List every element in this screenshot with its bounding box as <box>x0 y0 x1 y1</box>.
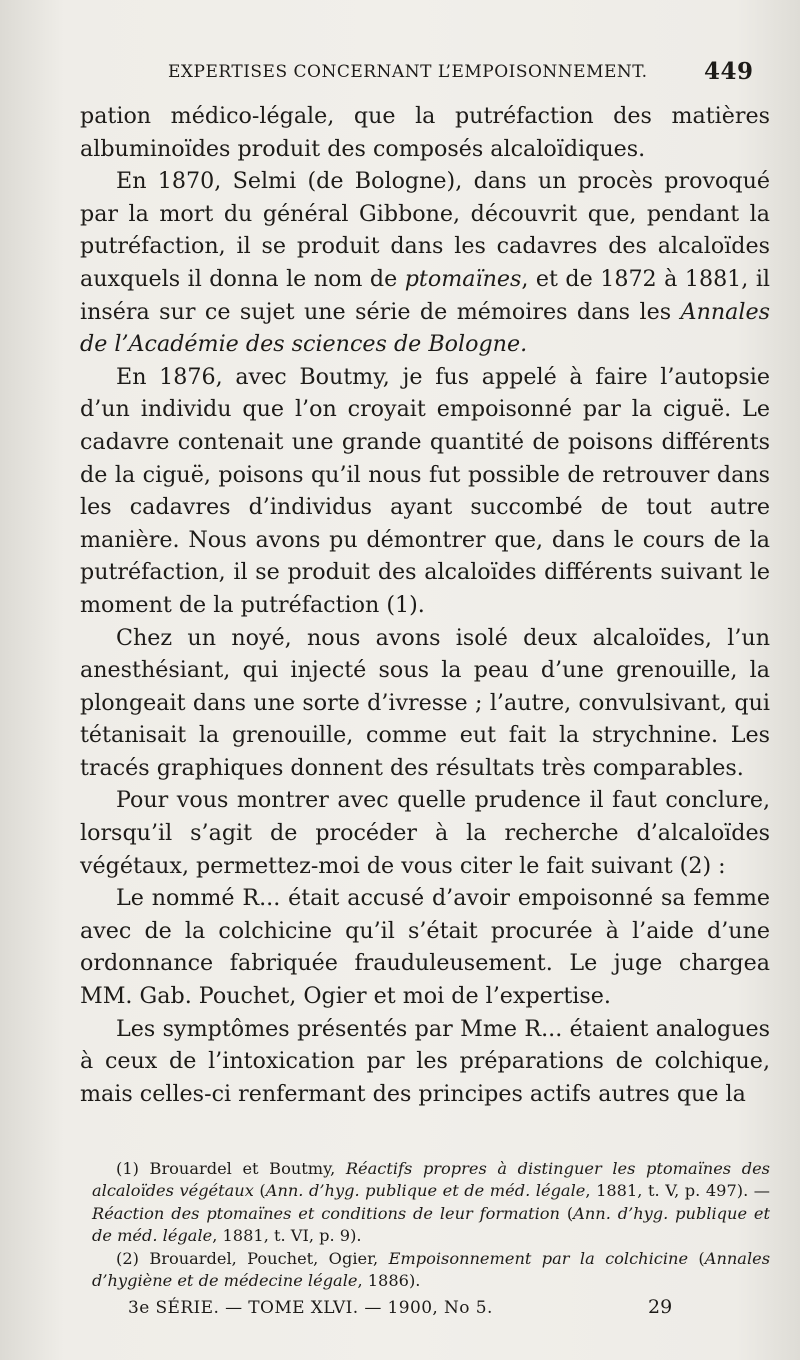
footnote-1-b: Réactifs propres à distinguer les ptomaïnes des alcaloïdes végétaux <box>92 1159 770 1201</box>
paragraph-1: pation médico-légale, que la putréfaction des matières albuminoïdes produit des composés alcaloïdiques. <box>80 103 770 162</box>
footnote-1-a: (1) Brouardel et Boutmy, <box>116 1159 346 1178</box>
paragraph-2 <box>80 165 770 361</box>
footnote-2-e: , 1886). <box>357 1271 421 1291</box>
footnote-1-d: Ann. d’hyg. publique et de méd. légale <box>265 1181 586 1201</box>
paragraph-2-text-c: , et de 1872 à 1881, il inséra sur ce sujet une série de mémoires dans les <box>80 265 771 325</box>
journal-title: Annales de l’Académie des sciences de Bologne. <box>80 298 770 358</box>
footnote-1-g: ( <box>559 1203 574 1223</box>
paragraph-6: Le nommé R... était accusé d’avoir empoisonné sa femme avec de la colchicine qu’il s’était procurée à l’aide d’une ordonnance fabriquée frauduleusement. Le juge chargea MM. Gab. Pouchet, Ogier et moi de l’expertise. <box>80 885 770 1010</box>
footnote-1-i: , 1881, t. VI, p. 9). <box>212 1226 362 1246</box>
footnotes <box>92 1158 770 1292</box>
term-ptomaines: ptomaïnes <box>404 265 522 292</box>
paragraph-7: Les symptômes présentés par Mme R... étaient analogues à ceux de l’intoxication par les préparations de colchique, mais celles-ci renfermant des principes actifs autres que la <box>80 1015 770 1107</box>
signature-number: 29 <box>648 1296 673 1318</box>
paragraph-4: Chez un noyé, nous avons isolé deux alcaloïdes, l’un anesthésiant, qui injecté sous la peau d’une grenouille, la plongeait dans une sorte d’ivresse ; l’autre, convulsivant, qui tétanisait la grenouille, comme eut fait la strychnine. Les tracés graphiques donnent des résultats très comparables. <box>80 624 770 781</box>
paragraph-5: Pour vous montrer avec quelle prudence il faut conclure, lorsqu’il s’agit de procéder à la recherche d’alcaloïdes végétaux, permettez-moi de vous citer le fait suivant (2) : <box>80 787 770 879</box>
footnote-2-d: Annales d’hygiène et de médecine légale <box>92 1248 771 1291</box>
running-title: EXPERTISES CONCERNANT L’EMPOISONNEMENT. <box>168 62 648 82</box>
footnote-1-f: Réaction des ptomaïnes et conditions de leur formation <box>92 1203 560 1223</box>
footnote-2-c: ( <box>688 1248 705 1268</box>
footnote-1-h: Ann. d’hyg. publique et de méd. légale <box>92 1203 771 1246</box>
footnote-2-b: Empoisonnement par la colchicine <box>388 1248 689 1268</box>
paragraph-2-text-a: En 1870, Selmi (de Bologne), dans un procès provoqué par la mort du général Gibbone, découvrit que, pendant la putréfaction, il se produit dans les cadavres des alcaloïdes auxquels il donna le nom de <box>80 168 770 292</box>
footnote-1-e: , 1881, t. V, p. 497). — <box>585 1181 770 1201</box>
footnote-2 <box>92 1248 770 1293</box>
footnote-1-c: ( <box>253 1181 266 1201</box>
footnote-1 <box>92 1158 770 1248</box>
paragraph-3: En 1876, avec Boutmy, je fus appelé à faire l’autopsie d’un individu que l’on croyait empoisonné par la ciguë. Le cadavre contenait une grande quantité de poisons différents de la ciguë, poisons qu’il nous fut possible de retrouver dans les cadavres d’individus ayant succombé de tout autre manière. Nous avons pu démontrer que, dans le cours de la putréfaction, il se produit des alcaloïdes différents suivant le moment de la putréfaction (1). <box>80 363 770 618</box>
signature-mark: 3e SÉRIE. — TOME XLVI. — 1900, No 5. <box>128 1298 493 1318</box>
page-number: 449 <box>704 58 754 85</box>
footnote-2-a: (2) Brouardel, Pouchet, Ogier, <box>116 1248 389 1268</box>
main-text <box>80 100 770 1110</box>
